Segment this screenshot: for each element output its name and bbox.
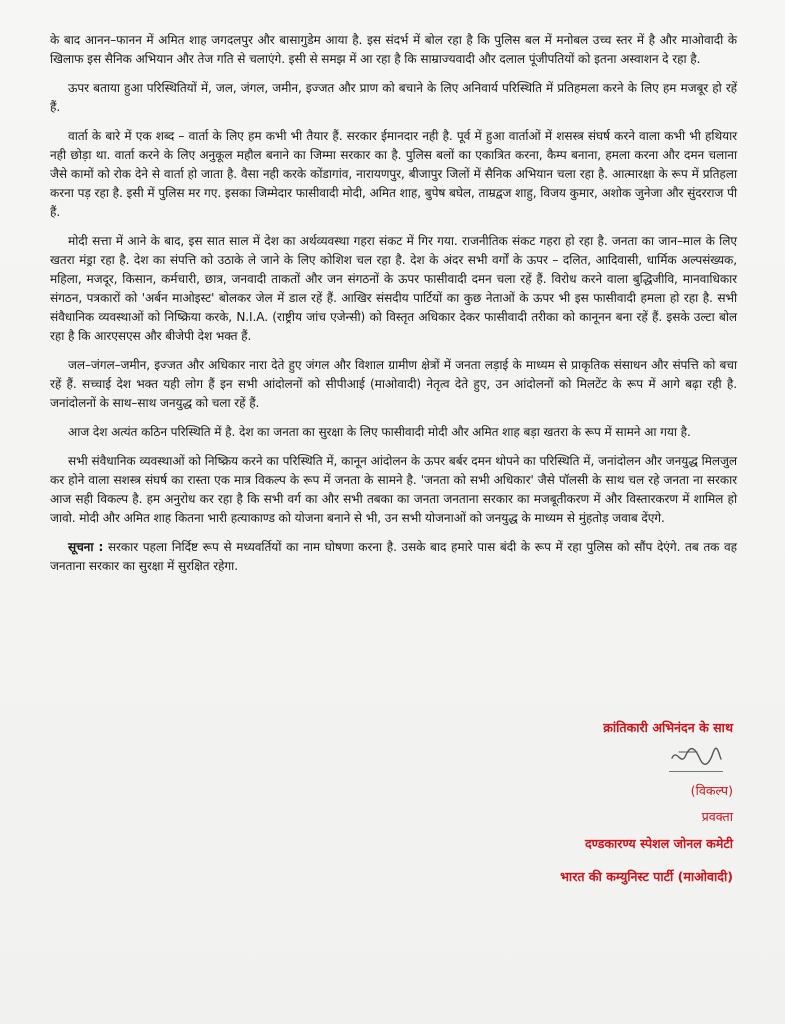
greeting-line: क्रांतिकारी अभिनंदन के साथ	[603, 720, 733, 735]
handwritten-signature	[669, 745, 723, 772]
body-paragraph-4: मोदी सत्ता में आने के बाद, इस सात साल में देश का अर्थव्यवस्था गहरा संकट में गिर गया. राजनीतिक संकट गहरा हो रहा है. जनता का जान–माल के लिए खतरा मंड्रा रहा है. देश का संपत्ति को उठाके ले जाने के लिए कोशिश चल रहा है. देश के अंदर सभी वर्गों के ऊपर – दलित, आदिवासी, धार्मिक अल्पसंख्यक, महिला, मजदूर, किसान, कर्मचारी, छात्र, जनवादी ताकतों और जन संगठनों के ऊपर फासीवादी दमन चला रहें हैं. विरोध करने वाला बुद्धिजीवि, मानवाधिकार संगठन, पत्रकारों को 'अर्बन माओइस्ट' बोलकर जेल में डाल रहें हैं. आखिर संसदीय पार्टियों का कुछ नेताओं के ऊपर भी इस फासीवादी हमला हो रहा है. सभी संवैधानिक व्यवस्थाओं को निष्क्रिया करके, N.I.A. (राष्ट्रीय जांच एजेन्सी) को विस्तृत अधिकार देकर फासीवादी तरीका को कानूनन बना रहें हैं. इसके उल्टा बोल रहा है कि आरएसएस और बीजेपी देश भक्त हैं.	[50, 234, 737, 343]
signature-block	[433, 719, 733, 886]
notice-paragraph	[50, 538, 737, 576]
body-paragraph-3: वार्ता के बारे में एक शब्द – वार्ता के लिए हम कभी भी तैयार हैं. सरकार ईमानदार नही है. पूर्व में हुआ वार्ताओं में शसस्त्र संघर्ष करने वाला कभी भी हथियार नही छोड़ा था. वार्ता करने के लिए अनुकूल महौल बनाने का जिम्मा सरकार का है. पुलिस बलों का एकात्रित करना, कैम्प बनाना, हमला करना और दमन चलाना जैसे कामों को रोक देने से वार्ता हो जाता है. वैसा नही करके कोंडागांव, नारायणपुर, बीजापुर जिलों में सैनिक अभियान चला रहा है. आत्मारक्षा के रूप में प्रतिहला करना पड़ रहा है. इसी में पुलिस मर गए. इसका जिम्मेदार फासीवादी मोदी, अमित शाह, बुपेष बघेल, ताम्रद्वज शाहु, विजय कुमार, अशोक जुनेजा और सुंदरराज पी हैं.	[50, 129, 737, 219]
body-paragraph-6: आज देश अत्यंत कठिन परिस्थिति में है. देश का जनता का सुरक्षा के लिए फासीवादी मोदी और अमित शाह बड़ा खतरा के रूप में सामने आ गया है.	[68, 425, 691, 439]
body-paragraph-2: ऊपर बताया हुआ परिस्थितियों में, जल, जंगल, जमीन, इज्जत और प्राण को बचाने के लिए अनिवार्य परिस्थिति में प्रतिहमला करने के लिए हम मजबूर हो रहें हैं.	[50, 81, 737, 114]
role-line: प्रवक्ता	[701, 809, 733, 824]
party-line: भारत की कम्युनिस्ट पार्टी (माओवादी)	[560, 869, 733, 884]
committee-line: दण्डकारण्य स्पेशल जोनल कमेटी	[584, 836, 733, 851]
body-paragraph-1: के बाद आनन–फानन में अमित शाह जगदलपुर और बासागुडेम आया है. इस संदर्भ में बोल रहा है कि पुलिस बल में मनोबल उच्च स्तर में है और माओवादी के खिलाफ इस सैनिक अभियान और तेज गति से चलाएंगे. इसी से समझ में आ रहा है कि साम्राज्यवादी और दलाल पूंजीपतियों को इतना अस्वाशन दे रहा है.	[50, 33, 737, 66]
signed-name: (विकल्प)	[690, 783, 733, 798]
notice-label: सूचना :	[68, 540, 104, 554]
document-body	[50, 31, 737, 586]
body-paragraph-7: सभी संवैधानिक व्यवस्थाओं को निष्क्रिय करने का परिस्थिति में, कानून आंदोलन के ऊपर बर्बर दमन थोपने का परिस्थिति में, जनांदोलन और जनयुद्ध मिलजुल कर होने वाला सशस्त्र संघर्ष का रास्ता एक मात्र विकल्प के रूप में जनता के सामने है. 'जनता को सभी अधिकार' जैसे पॉलसी के साथ चल रहे जनता ना सरकार आज सही विकल्प है. हम अनुरोध कर रहा है कि सभी वर्ग का और सभी तबका का जनता जनताना सरकार का मजबूतीकरण में और विस्तारकरण में शामिल हो जावो. मोदी और अमित शाह कितना भारी हत्याकाण्ड को योजना बनाने से भी, उन सभी योजनाओं को जनयुद्ध के माध्यम से मुंहतोड़ जवाब देंएगे.	[50, 454, 737, 525]
body-paragraph-5: जल–जंगल–जमीन, इज्जत और अधिकार नारा देते हुए जंगल और विशाल ग्रामीण क्षेत्रों में जनता लड़ाई के माध्यम से प्राकृतिक संसाधन और संपत्ति को बचा रहें हैं. सच्चाई देश भक्त यही लोग हैं इन सभी आंदोलनों को सीपीआई (माओवादी) नेतृत्व देते हुए, उन आंदोलनों को मिलटेंट के रूप में आगे बढ़ा रही है. जनांदोलनों के साथ–साथ जनयुद्ध को चला रहें हैं.	[50, 358, 737, 410]
notice-text: सरकार पहला निर्दिष्ट रूप से मध्यवर्तियों का नाम घोषणा करना है. उसके बाद हमारे पास बंदी के रूप में रहा पुलिस को सौंप देएंगे. तब तक वह जनताना सरकार का सुरक्षा में सुरक्षित रहेगा.	[50, 540, 737, 573]
